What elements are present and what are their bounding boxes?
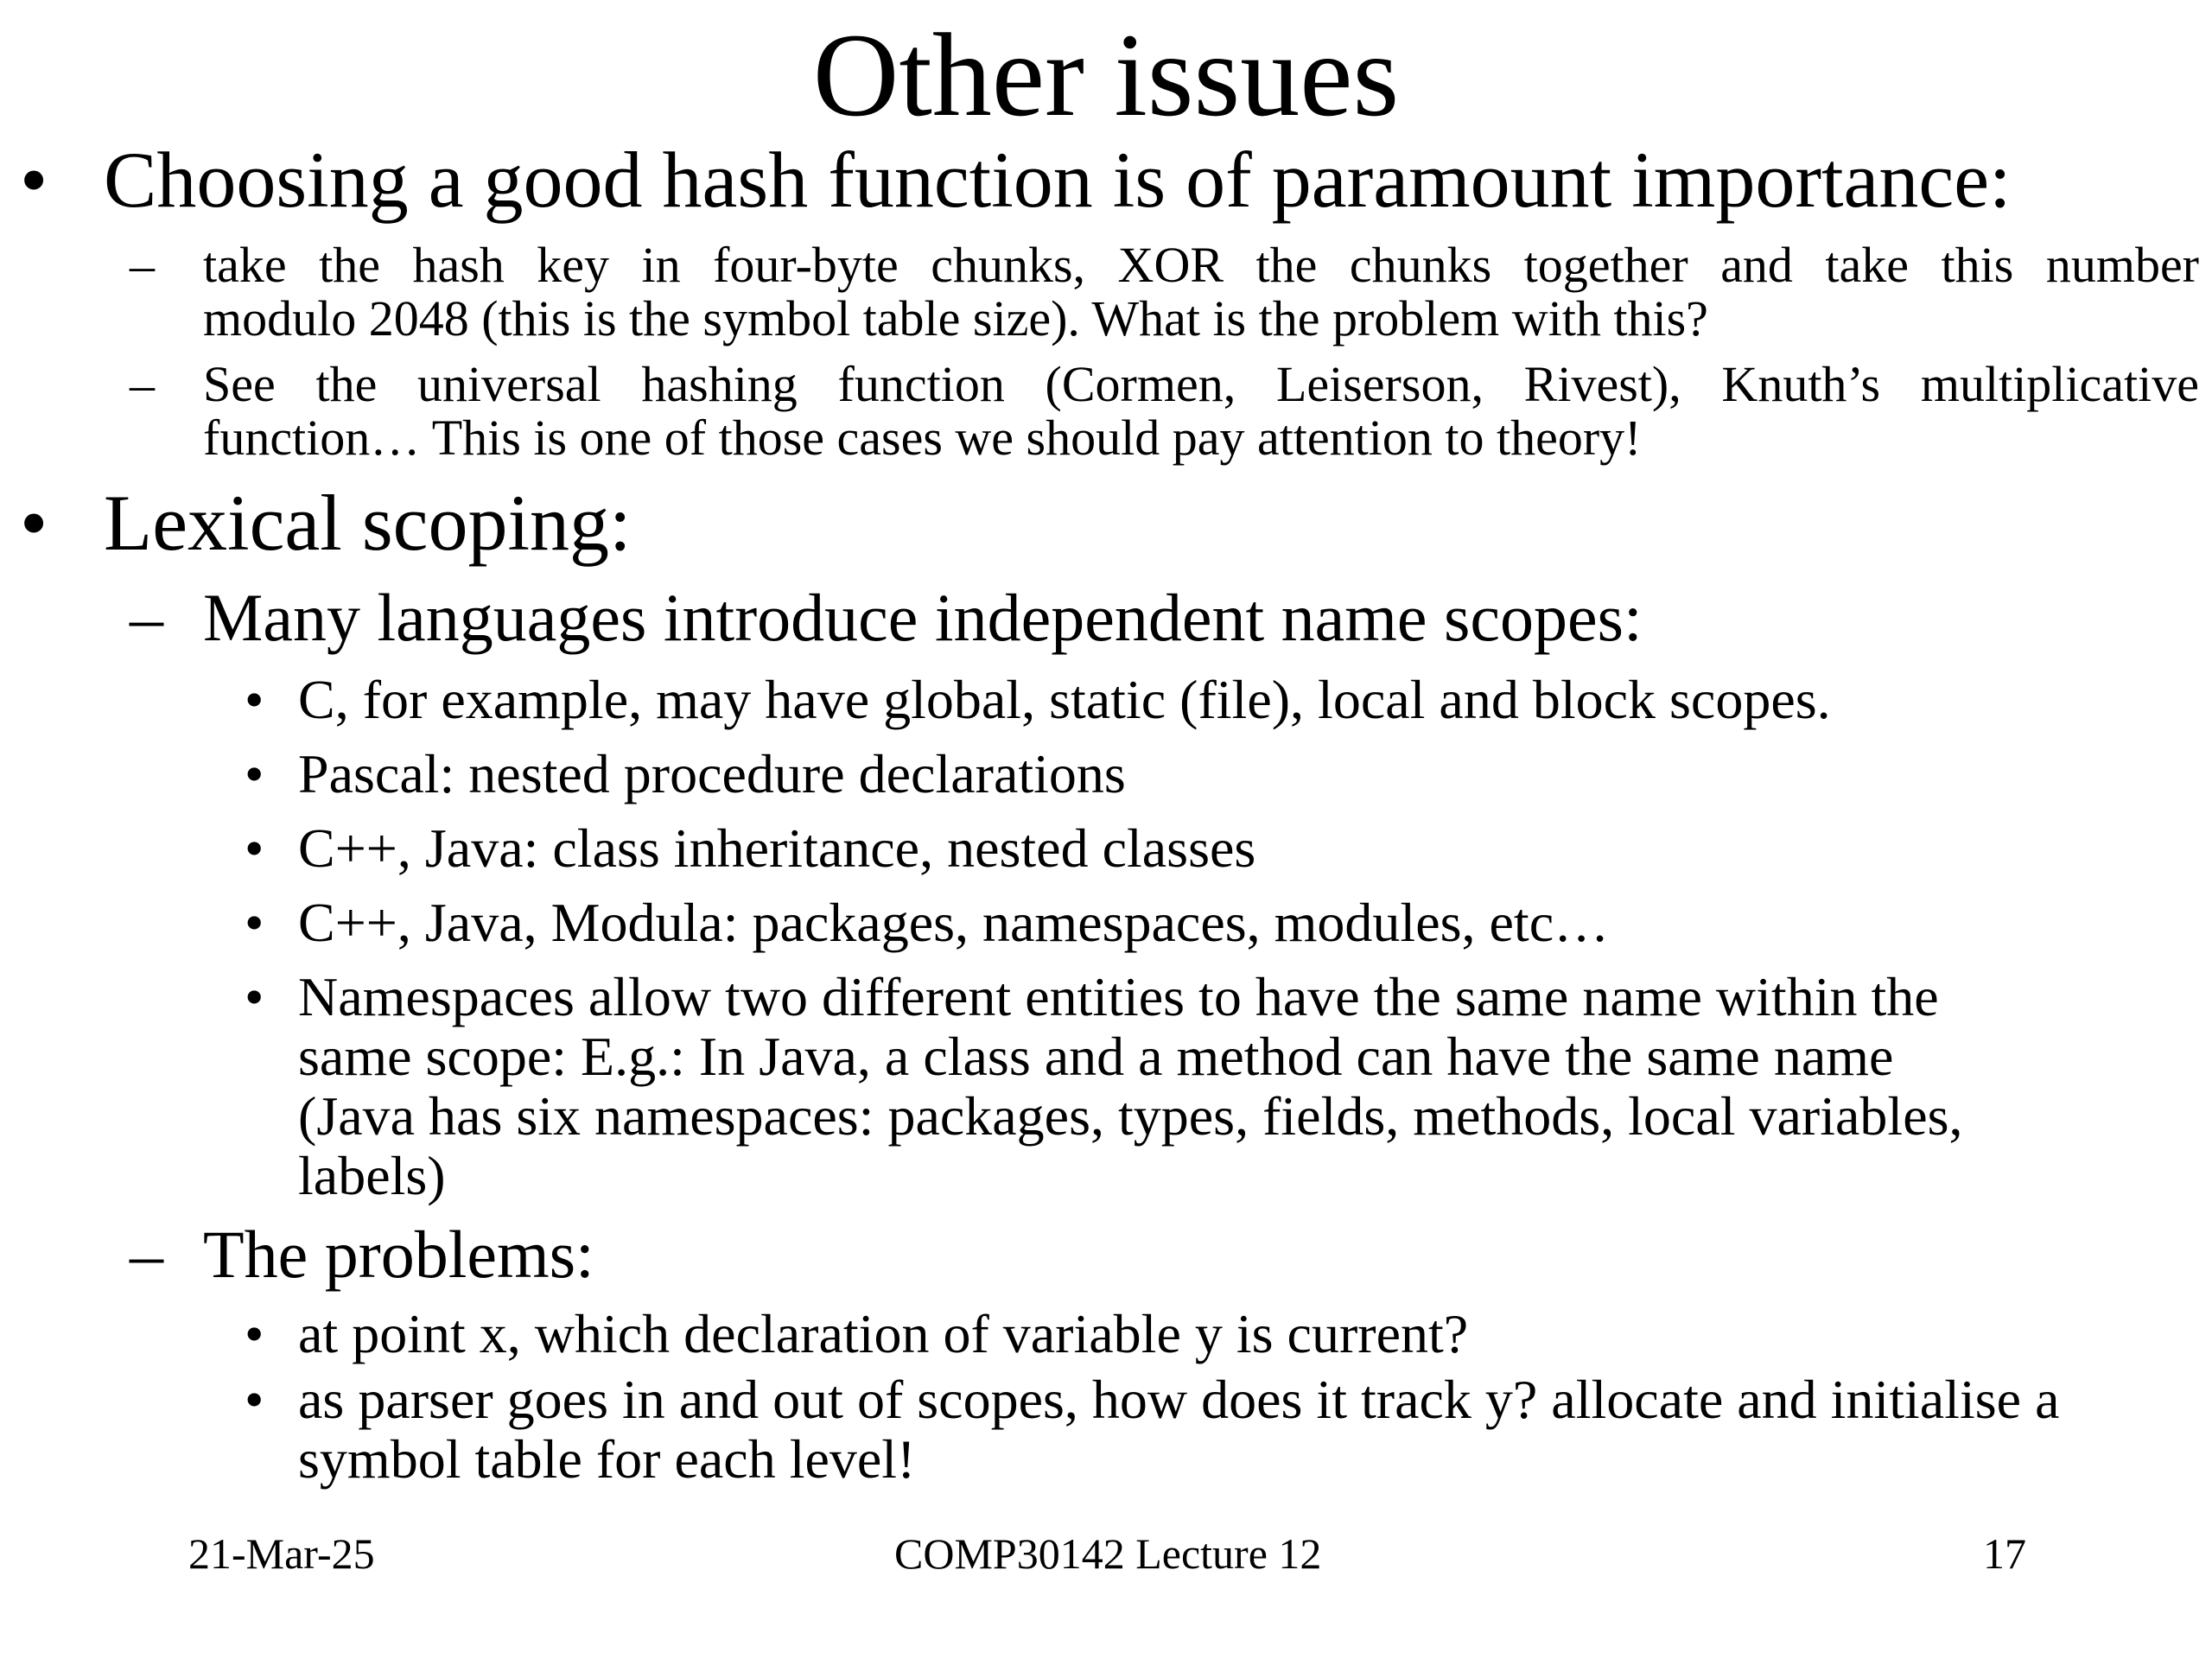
bullet-dot-icon: • [245,966,264,1027]
scope-item-pascal: Pascal: nested procedure declarations [298,743,1126,804]
bullet-hash-text: Choosing a good hash function is of paramount importance: [104,136,2012,224]
subbullet-universal-line-2: function… This is one of those cases we should pay attention to theory! [203,410,1642,466]
dash-icon: – [130,580,163,655]
bullet-dot-icon: • [245,669,264,730]
scope-item-c: C, for example, may have global, static (file), local and block scopes. [298,669,1831,730]
bullet-lexical-scoping [20,479,632,567]
bullet-dot-icon: • [245,1369,264,1430]
problem-item-2-line-2: symbol table for each level! [298,1428,916,1490]
namespaces-line-2: same scope: E.g.: In Java, a class and a method can have the same name [298,1026,1894,1087]
problem-item-2-line-1: as parser goes in and out of scopes, how does it track y? allocate and initialise a [298,1369,2060,1430]
subbullet-name-scopes-text: Many languages introduce independent name scopes: [203,580,1643,655]
list-item [245,669,1831,730]
bullet-lexical-text: Lexical scoping: [104,479,632,567]
dash-icon: – [130,356,155,412]
bullet-dot-icon: • [245,743,264,804]
list-item-namespaces [245,966,1963,1206]
list-item [245,817,1256,879]
list-item [245,1303,1469,1364]
bullet-dot-icon: • [20,479,48,567]
subbullet-universal-line-1: See the universal hashing function (Cormen, Leiserson, Rivest), Knuth’s multiplicative [203,356,2199,412]
footer-date: 21-Mar-25 [188,1529,375,1578]
subbullet-xor-line-1: take the hash key in four-byte chunks, XOR the chunks together and take this number [203,237,2199,293]
subbullet-problems-text: The problems: [203,1217,594,1292]
namespaces-line-1: Namespaces allow two different entities to have the same name within the [298,966,1939,1027]
subbullet-universal-hashing [130,356,2199,466]
footer-page-number: 17 [1983,1529,2026,1578]
namespaces-line-3: (Java has six namespaces: packages, types, fields, methods, local variables, [298,1085,1963,1147]
footer-course: COMP30142 Lecture 12 [894,1529,1322,1578]
subbullet-xor-chunks [130,237,2199,346]
list-item [245,1369,2060,1490]
scope-item-modula: C++, Java, Modula: packages, namespaces, modules, etc… [298,892,1610,953]
namespaces-line-4: labels) [298,1145,446,1206]
problem-item-1: at point x, which declaration of variable y is current? [298,1303,1469,1364]
list-item [245,743,1126,804]
list-item [245,892,1610,953]
bullet-dot-icon: • [20,136,48,224]
bullet-dot-icon: • [245,817,264,879]
scope-item-cpp-java: C++, Java: class inheritance, nested classes [298,817,1256,879]
bullet-dot-icon: • [245,892,264,953]
subbullet-xor-line-2: modulo 2048 (this is the symbol table size). What is the problem with this? [203,290,1708,346]
slide-title: Other issues [812,9,1400,141]
bullet-hash-function [20,136,2012,224]
bullet-dot-icon: • [245,1303,264,1364]
subbullet-name-scopes [130,580,1643,655]
subbullet-problems [130,1217,594,1292]
dash-icon: – [130,237,155,293]
dash-icon: – [130,1217,163,1292]
